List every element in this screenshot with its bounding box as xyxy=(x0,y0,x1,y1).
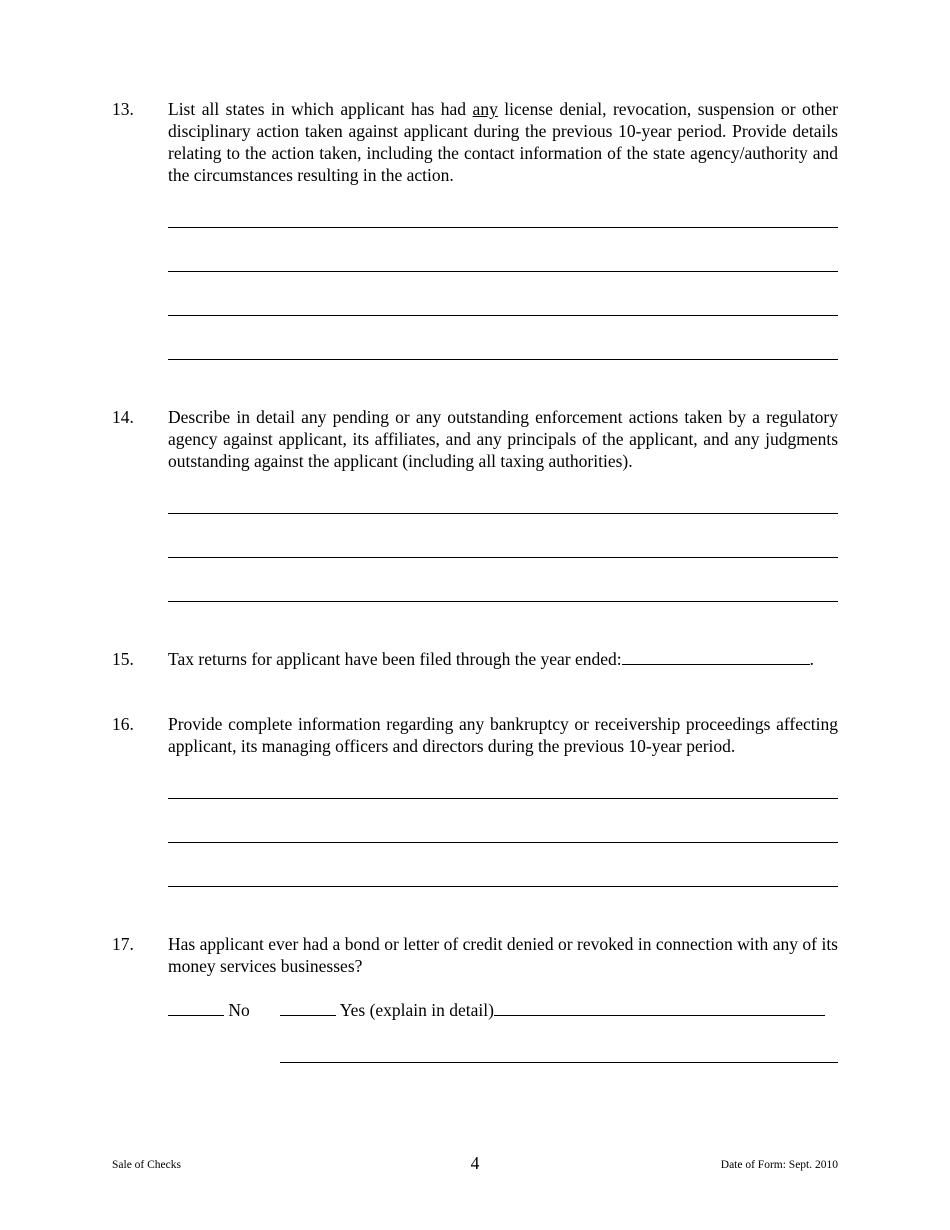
question-13-number: 13. xyxy=(112,99,134,119)
question-17-number: 17. xyxy=(112,934,134,954)
question-15-period: . xyxy=(809,649,814,669)
question-15-text xyxy=(168,648,858,670)
page-number: 4 xyxy=(470,1153,480,1173)
answer-line-16-2[interactable] xyxy=(168,842,838,843)
footer-form-name: Sale of Checks xyxy=(112,1159,181,1171)
tax-year-blank[interactable] xyxy=(622,649,810,665)
question-14-text: Describe in detail any pending or any outstanding enforcement actions taken by a regulatory agency against applicant, its affiliates, and any principals of the applicant, and any judgments outstanding against the applicant (including all taxing authorities). xyxy=(168,407,838,471)
question-15-label: Tax returns for applicant have been filed through the year ended: xyxy=(168,649,622,669)
yes-checkbox-blank[interactable] xyxy=(280,1000,336,1016)
yes-explain-blank[interactable] xyxy=(494,1000,825,1016)
answer-line-14-2[interactable] xyxy=(168,557,838,558)
answer-line-16-3[interactable] xyxy=(168,886,838,887)
question-13-text-pre: List all states in which applicant has had xyxy=(168,99,473,119)
answer-line-17-1[interactable] xyxy=(280,1062,838,1063)
answer-line-16-1[interactable] xyxy=(168,798,838,799)
answer-line-13-2[interactable] xyxy=(168,271,838,272)
yes-label: Yes (explain in detail) xyxy=(339,1000,494,1020)
question-16-number: 16. xyxy=(112,714,134,734)
question-13-text-post: license denial, revocation, suspension or other disciplinary action taken against applicant during the previous 10-year period. Provide details relating to the action taken, including the contact information of the state agency/authority and the circumstances resulting in the action. xyxy=(168,99,838,185)
no-label: No xyxy=(228,1000,250,1020)
answer-line-13-3[interactable] xyxy=(168,315,838,316)
answer-line-14-1[interactable] xyxy=(168,513,838,514)
question-13-text-emphasis: any xyxy=(472,99,498,119)
answer-line-13-4[interactable] xyxy=(168,359,838,360)
answer-line-14-3[interactable] xyxy=(168,601,838,602)
question-17-yes-row xyxy=(280,999,838,1021)
footer-form-date: Date of Form: Sept. 2010 xyxy=(720,1159,838,1171)
question-15-number: 15. xyxy=(112,649,134,669)
question-13-text xyxy=(168,98,838,186)
question-16-text: Provide complete information regarding any bankruptcy or receivership proceedings affecting applicant, its managing officers and directors during the previous 10-year period. xyxy=(168,714,838,756)
no-checkbox-blank[interactable] xyxy=(168,1000,224,1016)
question-17-text: Has applicant ever had a bond or letter of credit denied or revoked in connection with any of its money services businesses? xyxy=(168,934,838,976)
question-14-number: 14. xyxy=(112,407,134,427)
answer-line-13-1[interactable] xyxy=(168,227,838,228)
